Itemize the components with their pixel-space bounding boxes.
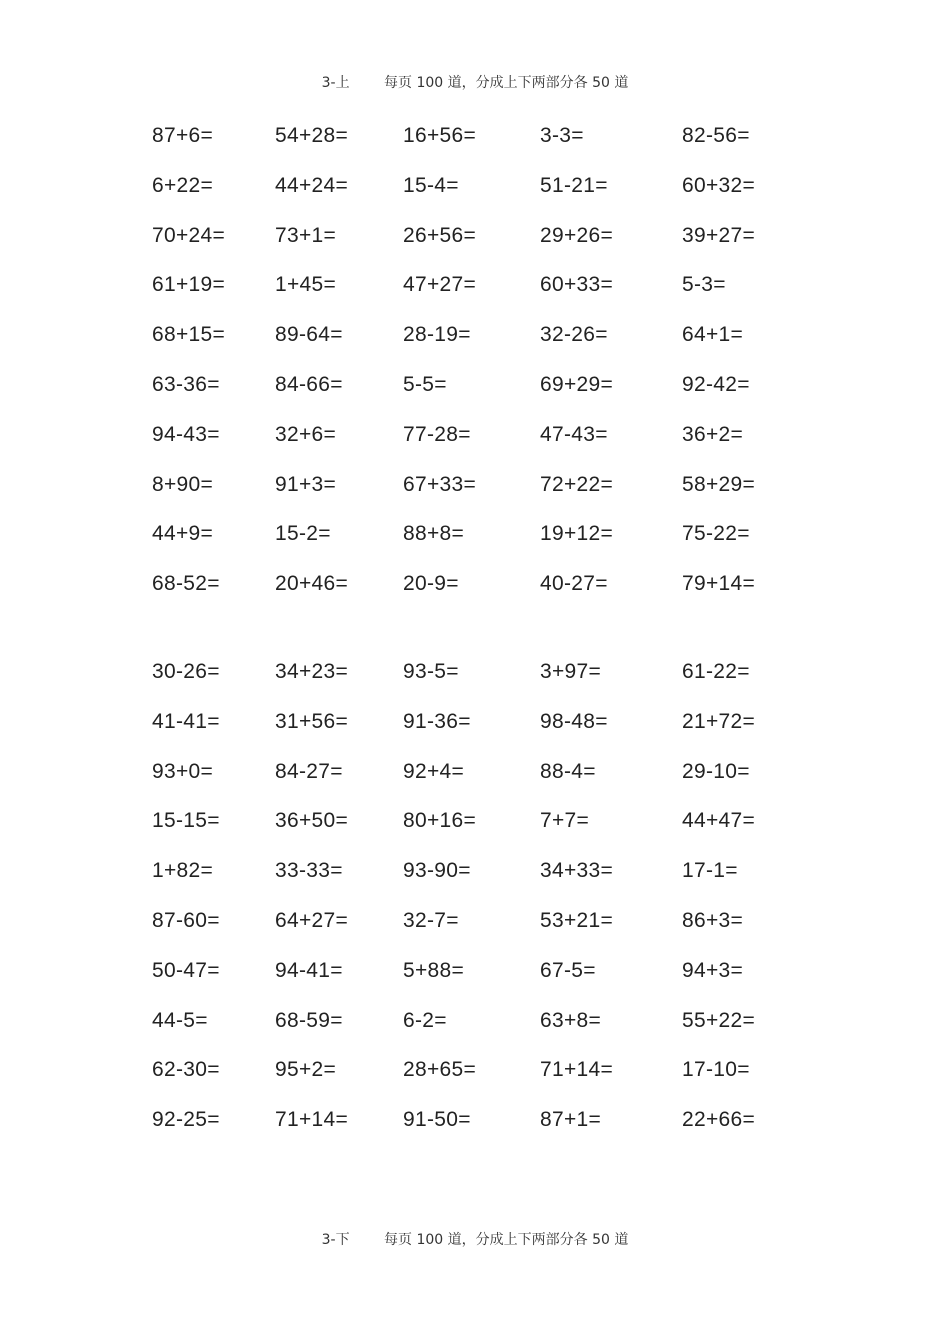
problem-cell: 3+97= [540,660,602,683]
problem-cell: 6+22= [152,173,214,197]
problem-cell: 7+7= [540,809,590,833]
problem-row [0,211,950,261]
problem-cell: 15-4= [403,173,459,197]
problem-cell: 88+8= [403,522,465,546]
problem-cell: 63-36= [152,372,220,396]
bottom-problem-grid [0,647,950,1145]
problem-cell: 36+50= [275,809,349,833]
footer-code: 3-下 [321,1232,350,1248]
problem-cell: 92-25= [152,1108,220,1132]
problem-cell: 19+12= [540,522,614,546]
problem-cell: 93-5= [403,660,459,683]
problem-cell: 94-43= [152,422,220,446]
problem-cell: 47+27= [403,273,477,297]
problem-cell: 91-36= [403,709,471,733]
problem-cell: 61-22= [682,660,750,683]
top-problem-grid [0,111,950,609]
problem-cell: 68+15= [152,323,226,347]
problem-cell: 67-5= [540,958,596,982]
problem-cell: 17-1= [682,859,738,883]
problem-cell: 61+19= [152,273,226,297]
problem-row [0,747,950,797]
problem-cell: 29-10= [682,759,750,783]
problem-cell: 40-27= [540,572,608,596]
problem-cell: 92-42= [682,372,750,396]
header-code: 3-上 [321,75,350,91]
problem-cell: 44+9= [152,522,214,546]
problem-cell: 64+1= [682,323,744,347]
problem-cell: 91-50= [403,1108,471,1132]
problem-cell: 88-4= [540,759,596,783]
problem-cell: 58+29= [682,472,756,496]
problem-cell: 94+3= [682,958,744,982]
problem-cell: 91+3= [275,472,337,496]
problem-row [0,460,950,510]
problem-cell: 86+3= [682,908,744,932]
problem-row [0,647,950,697]
problem-cell: 34+23= [275,660,349,683]
problem-cell: 6-2= [403,1008,447,1032]
problem-cell: 28+65= [403,1058,477,1082]
page-footer [0,1229,950,1249]
problem-cell: 62-30= [152,1058,220,1082]
page-header [0,72,950,92]
problem-cell: 16+56= [403,124,477,147]
problem-cell: 41-41= [152,709,220,733]
problem-cell: 67+33= [403,472,477,496]
problem-cell: 17-10= [682,1058,750,1082]
problem-cell: 22+66= [682,1108,756,1132]
problem-cell: 69+29= [540,372,614,396]
problem-cell: 54+28= [275,124,349,147]
problem-cell: 8+90= [152,472,214,496]
problem-row [0,996,950,1046]
problem-cell: 87-60= [152,908,220,932]
problem-row [0,1095,950,1145]
problem-cell: 70+24= [152,223,226,247]
problem-cell: 71+14= [540,1058,614,1082]
problem-cell: 39+27= [682,223,756,247]
problem-cell: 44+24= [275,173,349,197]
problem-cell: 53+21= [540,908,614,932]
problem-cell: 47-43= [540,422,608,446]
problem-cell: 77-28= [403,422,471,446]
problem-cell: 98-48= [540,709,608,733]
problem-cell: 72+22= [540,472,614,496]
problem-cell: 93-90= [403,859,471,883]
problem-cell: 28-19= [403,323,471,347]
problem-row [0,946,950,996]
problem-row [0,697,950,747]
problem-cell: 5+88= [403,958,465,982]
problem-cell: 95+2= [275,1058,337,1082]
problem-cell: 20-9= [403,572,459,596]
problem-row [0,310,950,360]
problem-cell: 75-22= [682,522,750,546]
problem-cell: 84-27= [275,759,343,783]
problem-row [0,260,950,310]
problem-cell: 51-21= [540,173,608,197]
problem-cell: 71+14= [275,1108,349,1132]
problem-row [0,111,950,161]
problem-cell: 32-26= [540,323,608,347]
problem-cell: 94-41= [275,958,343,982]
problem-cell: 32+6= [275,422,337,446]
problem-cell: 60+33= [540,273,614,297]
problem-row [0,509,950,559]
problem-cell: 32-7= [403,908,459,932]
problem-cell: 3-3= [540,124,584,147]
problem-cell: 44+47= [682,809,756,833]
problem-cell: 33-33= [275,859,343,883]
problem-row [0,360,950,410]
problem-cell: 68-59= [275,1008,343,1032]
problem-cell: 34+33= [540,859,614,883]
problem-cell: 1+45= [275,273,337,297]
problem-cell: 60+32= [682,173,756,197]
problem-row [0,846,950,896]
problem-cell: 1+82= [152,859,214,883]
problem-cell: 80+16= [403,809,477,833]
problem-row [0,559,950,609]
problem-row [0,410,950,460]
problem-cell: 26+56= [403,223,477,247]
problem-cell: 64+27= [275,908,349,932]
problem-cell: 21+72= [682,709,756,733]
problem-cell: 44-5= [152,1008,208,1032]
problem-cell: 29+26= [540,223,614,247]
problem-cell: 31+56= [275,709,349,733]
problem-cell: 92+4= [403,759,465,783]
problem-cell: 15-15= [152,809,220,833]
problem-row [0,161,950,211]
problem-cell: 87+6= [152,124,214,147]
problem-cell: 73+1= [275,223,337,247]
problem-cell: 68-52= [152,572,220,596]
header-text: 每页 100 道，分成上下两部分各 50 道 [384,75,629,91]
problem-cell: 55+22= [682,1008,756,1032]
problem-cell: 79+14= [682,572,756,596]
problem-cell: 36+2= [682,422,744,446]
problem-cell: 5-3= [682,273,726,297]
problem-cell: 30-26= [152,660,220,683]
problem-cell: 89-64= [275,323,343,347]
problem-cell: 93+0= [152,759,214,783]
problem-row [0,796,950,846]
problem-cell: 84-66= [275,372,343,396]
problem-cell: 82-56= [682,124,750,147]
problem-row [0,1045,950,1095]
problem-cell: 63+8= [540,1008,602,1032]
problem-cell: 15-2= [275,522,331,546]
footer-text: 每页 100 道，分成上下两部分各 50 道 [384,1232,629,1248]
problem-cell: 20+46= [275,572,349,596]
problem-cell: 87+1= [540,1108,602,1132]
problem-cell: 5-5= [403,372,447,396]
problem-row [0,896,950,946]
problem-cell: 50-47= [152,958,220,982]
